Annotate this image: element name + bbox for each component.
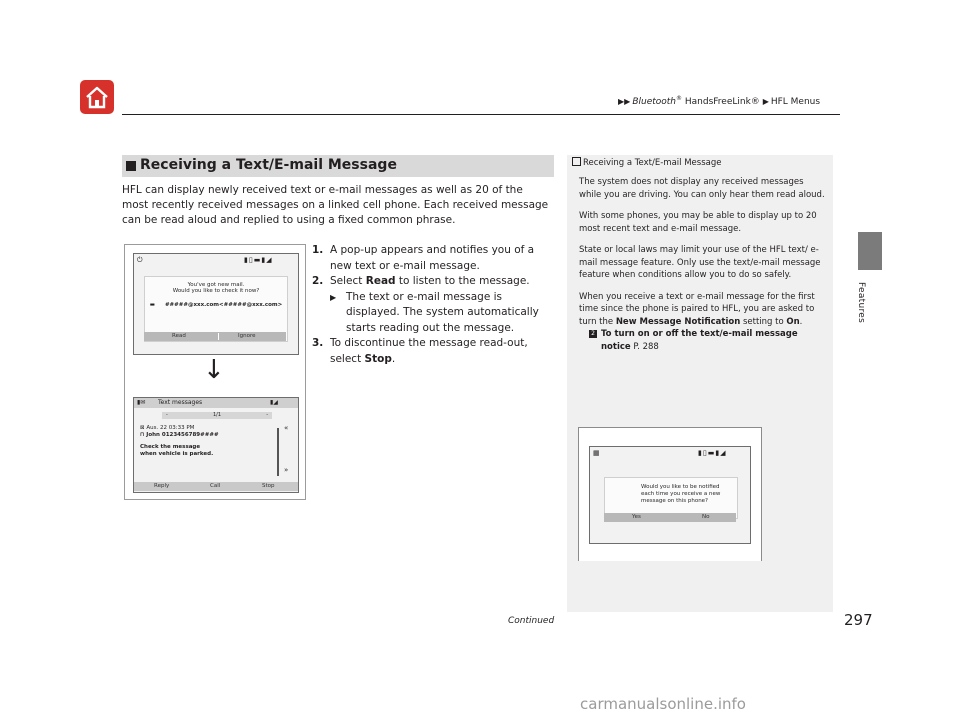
- breadcrumb-hfl-menus: HFL Menus: [770, 97, 821, 107]
- phone-icon: ▦: [593, 449, 600, 457]
- yes-button[interactable]: Yes: [632, 514, 641, 520]
- breadcrumb: ▶▶ Bluetooth® HandsFreeLink® ▶ HFL Menus: [618, 95, 821, 107]
- call-button[interactable]: Call: [210, 483, 221, 489]
- sidebar-text: [579, 176, 825, 353]
- dialog-line-1: You've got new mail.: [187, 282, 245, 288]
- signal-icon: ▮▯▬▮◢: [244, 256, 273, 264]
- intro-paragraph: HFL can display newly received text or e-mail messages as well as 20 of the most recently received messages on a linked cell phone. Each received message can be read aloud and replied to using a fixed common phrase.: [122, 184, 549, 226]
- dialog-line-3: message on this phone?: [641, 498, 708, 504]
- no-button[interactable]: No: [702, 514, 710, 520]
- header-divider: [122, 114, 840, 115]
- screen-title: Text messages: [158, 399, 203, 406]
- continued-label: Continued: [508, 616, 555, 626]
- triangle-right-icon: ▶: [330, 292, 337, 302]
- ignore-button[interactable]: Ignore: [238, 333, 256, 339]
- steps-list: [312, 243, 557, 367]
- message-body-2: when vehicle is parked.: [140, 451, 214, 457]
- stop-button[interactable]: Stop: [262, 483, 275, 489]
- down-arrow-icon: ↓: [203, 355, 225, 385]
- step-2-result: ▶ The text or e-mail message is displayed. The system automatically starts reading out the message.: [330, 290, 539, 334]
- chapter-tab[interactable]: [858, 232, 882, 270]
- breadcrumb-handsfreelink: HandsFreeLink®: [684, 97, 760, 107]
- home-button[interactable]: [80, 80, 114, 114]
- reference-arrow-icon: 2: [589, 330, 597, 338]
- pager: [162, 412, 272, 419]
- scroll-down-icon[interactable]: »: [284, 466, 289, 474]
- scrollbar[interactable]: [277, 428, 279, 476]
- sidebar-title: Receiving a Text/E-mail Message: [572, 157, 721, 168]
- page-number: 297: [844, 611, 873, 629]
- notification-screen-frame: [578, 427, 762, 561]
- chapter-label: Features: [856, 282, 866, 324]
- prev-page-button[interactable]: -: [166, 412, 168, 418]
- home-icon: [80, 80, 114, 114]
- screen-illustration-frame: [124, 244, 306, 500]
- step-number: 2.: [312, 275, 324, 287]
- dialog-line-2: Would you like to check it now?: [172, 288, 260, 294]
- step-number: 1.: [312, 244, 324, 256]
- sidebar-paragraph-1: The system does not display any received messages while you are driving. You can only hear them read aloud.: [579, 177, 825, 200]
- dialog-line-1: Would you like to be notified: [641, 484, 720, 490]
- read-label: Read: [365, 275, 396, 287]
- step-number: 3.: [312, 337, 324, 349]
- message-body-1: Check the message: [140, 444, 201, 450]
- section-heading: [122, 155, 554, 177]
- sidebar-paragraph-4: When you receive a text or e-mail message for the first time since the phone is paired to HFL, you are asked to turn the New Message Notification setting to On.: [579, 291, 815, 327]
- chevron-right-icon: ▶▶: [618, 97, 631, 106]
- signal-icon: ▮◢: [270, 399, 278, 406]
- chevron-right-icon: ▶: [762, 97, 769, 106]
- text-messages-screen: [133, 397, 299, 493]
- step-text: A pop-up appears and notifies you of a new text or e-mail message.: [330, 244, 535, 272]
- dialog-button-bar: [144, 332, 286, 341]
- dialog-line-2: each time you receive a new: [641, 491, 721, 497]
- scroll-up-icon[interactable]: «: [284, 424, 289, 432]
- screen-title-bar: [134, 398, 298, 408]
- new-mail-screen: [133, 253, 299, 355]
- step-2: 2. Select Read to listen to the message.: [312, 274, 557, 290]
- cross-reference-link[interactable]: 2 To turn on or off the text/e-mail message notice P. 288: [579, 328, 825, 353]
- section-title: Receiving a Text/E-mail Message: [140, 157, 397, 173]
- watermark: carmanualsonline.info: [580, 695, 746, 713]
- message-sender: ⊓ John 0123456789####: [140, 432, 219, 438]
- notification-screen: [589, 446, 751, 544]
- phone-icon: ⏻: [137, 256, 143, 264]
- sender-address: ▬ #####@xxx.com<#####@xxx.com>: [149, 302, 283, 308]
- step-3: 3. To discontinue the message read-out, select Stop.: [312, 337, 528, 365]
- message-button-bar: [134, 482, 298, 491]
- clock-icon: ⊠: [140, 425, 147, 431]
- square-bullet-icon: [126, 161, 136, 171]
- person-icon: ⊓: [140, 432, 147, 438]
- sidebar-paragraph-2: With some phones, you may be able to display up to 20 most recent text and e-mail message.: [579, 211, 817, 234]
- message-content: [140, 425, 219, 458]
- dialog-text: [641, 484, 737, 505]
- reply-button[interactable]: Reply: [154, 483, 170, 489]
- sidebar-paragraph-3: State or local laws may limit your use of the HFL text/ e-mail message feature. Only use the text/e-mail message feature when conditions allow you to do so safely.: [579, 245, 821, 280]
- page-indicator: 1/1: [212, 412, 222, 418]
- yes-no-button-bar: [604, 513, 736, 522]
- message-date: ⊠ Aus. 22 03:33 PM: [140, 425, 195, 431]
- signal-icon: ▮▯▬▮◢: [698, 449, 727, 457]
- next-page-button[interactable]: -: [266, 412, 268, 418]
- read-button[interactable]: Read: [172, 333, 186, 339]
- stop-label: Stop: [364, 352, 392, 365]
- step-1: [312, 243, 557, 274]
- message-icon: ▮✉: [137, 399, 146, 406]
- email-icon: ▬: [149, 302, 155, 308]
- note-icon: [572, 157, 581, 166]
